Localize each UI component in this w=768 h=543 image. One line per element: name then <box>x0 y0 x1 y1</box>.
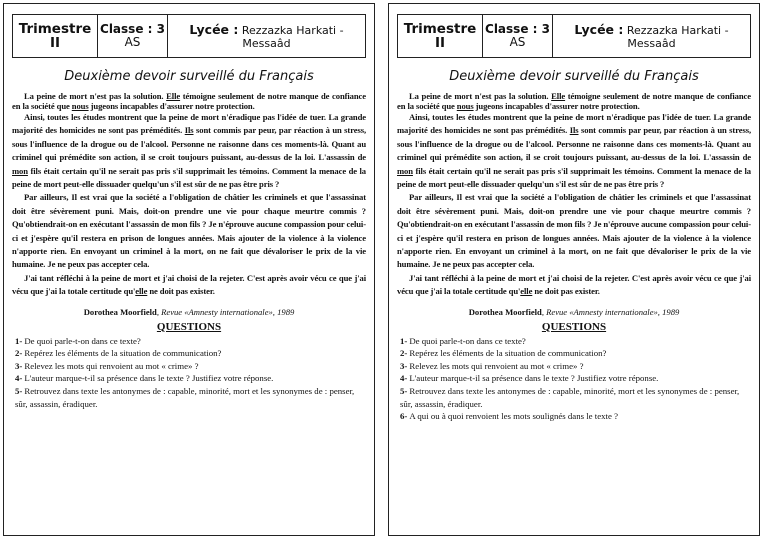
author-source: , Revue «Amnesty internationale», 1989 <box>156 306 295 317</box>
trimestre-cell: Trimestre II <box>403 21 477 51</box>
page-title: Deuxième devoir surveillé du Français <box>64 69 314 84</box>
classe-cell <box>97 15 167 57</box>
questions-list <box>397 335 751 423</box>
question-item: 4- L'auteur marque-t-il sa présence dans le texte ? Justifiez votre réponse. <box>400 373 659 384</box>
lycee-cell <box>552 15 750 57</box>
header-table <box>397 14 751 58</box>
underlined-nous: nous <box>456 101 474 111</box>
questions-title: QUESTIONS <box>541 320 607 333</box>
paragraph-1: La peine de mort n'est pas la solution. Elle témoigne seulement de notre manque de confiance en la société que nous jugeons incapables d'assurer notre protection. <box>397 91 751 111</box>
lycee-cell <box>167 15 365 57</box>
questions-list <box>12 335 366 411</box>
exam-page-right <box>388 3 760 536</box>
trimestre-cell: Trimestre II <box>18 21 92 51</box>
underlined-ils: Ils <box>184 125 194 136</box>
classe-level: AS <box>124 35 141 49</box>
author-line <box>12 307 366 317</box>
author-line <box>397 307 751 317</box>
lycee-label: Lycée : <box>189 21 239 37</box>
paragraph-4: J'ai tant réfléchi à la peine de mort et j'ai choisi de la rejeter. C'est après avoir vécu ce que j'ai vécu que j'ai la totale certitude qu'elle ne doit pas exister. <box>397 272 751 297</box>
author-name: Dorothea Moorfield <box>468 306 542 317</box>
classe-label: Classe : 3 <box>100 22 165 36</box>
exam-page-left <box>3 3 375 536</box>
underlined-mon: mon <box>12 165 28 176</box>
lycee-label: Lycée : <box>574 21 624 37</box>
lycee-name: Rezzazka Harkati - Messaâd <box>626 23 729 50</box>
classe-cell <box>482 15 552 57</box>
paragraph-2: Ainsi, toutes les études montrent que la peine de mort n'éradique pas l'idée de tuer. La grande majorité des homicides ne sont pas prémédités. Ils sont commis par peur, par réaction à un stress, sous l'influence de la drogue ou de l'alcool. Personne ne raisonne dans ces moments-là. Quant au criminel qui prémédite son action, il se croit toujours puissant, au-dessus de la loi. L'assassin de mon fils était certain qu'il ne serait pas pris s'il supprimait les témoins. Comment la menace de la peine de mort peut-elle dissuader quelqu'un s'il est sûr de ne pas être pris ? <box>397 112 752 190</box>
question-item: 5- Retrouvez dans texte les antonymes de : capable, minorité, mort et les synonymes de : penser, sûr, assassin, éradiquer. <box>400 386 740 409</box>
lycee-name: Rezzazka Harkati - Messaâd <box>241 23 344 50</box>
question-item: 6- A qui ou à quoi renvoient les mots soulignés dans le texte ? <box>400 411 618 422</box>
classe-label: Classe : 3 <box>485 22 550 36</box>
paragraph-1: La peine de mort n'est pas la solution. Elle témoigne seulement de notre manque de confiance en la société que nous jugeons incapables d'assurer notre protection. <box>12 91 366 111</box>
paragraph-2: Ainsi, toutes les études montrent que la peine de mort n'éradique pas l'idée de tuer. La grande majorité des homicides ne sont pas prémédités. Ils sont commis par peur, par réaction à un stress, sous l'influence de la drogue ou de l'alcool. Personne ne raisonne dans ces moments-là. Quant au criminel qui prémédite son action, il se croit toujours puissant, au-dessus de la loi. L'assassin de mon fils était certain qu'il ne serait pas pris s'il supprimait les témoins. Comment la menace de la peine de mort peut-elle dissuader quelqu'un s'il est sûr de ne pas être pris ? <box>12 112 367 190</box>
underlined-ils: Ils <box>569 125 579 136</box>
underlined-elle: Elle <box>166 91 181 101</box>
header-table <box>12 14 366 58</box>
question-item: 1- De quoi parle-t-on dans ce texte? <box>15 335 141 346</box>
question-item: 4- L'auteur marque-t-il sa présence dans le texte ? Justifiez votre réponse. <box>15 373 274 384</box>
question-item: 3- Relevez les mots qui renvoient au mot « crime» ? <box>15 360 199 371</box>
question-item: 2- Repérez les éléments de la situation de communication? <box>400 348 607 359</box>
underlined-elle: Elle <box>551 91 566 101</box>
question-item: 1- De quoi parle-t-on dans ce texte? <box>400 335 526 346</box>
paragraph-3: Par ailleurs, Il est vrai que la société a l'obligation de châtier les criminels et que l'assassinat doit être sévèrement puni. Mais, doit-on prendre une vie pour chaque meurtre commis ? Qu'obtiendrait-on en exécutant l'assassin de mon fils ? Je n'éprouve aucune compassion pour celui-ci et j'espère qu'il restera en prison de longues années. Mais ajouter de la violence à la violence n'apporte rien. En envoyant un criminel à la mort, on ne fait que dévaloriser le prix de la vie humaine. Je ne peux pas accepter cela. <box>12 192 366 270</box>
underlined-elle-2: elle <box>135 286 148 297</box>
questions-title: QUESTIONS <box>156 320 222 333</box>
author-name: Dorothea Moorfield <box>83 306 157 317</box>
page-title: Deuxième devoir surveillé du Français <box>449 69 699 84</box>
question-item: 5- Retrouvez dans texte les antonymes de : capable, minorité, mort et les synonymes de : penser, sûr, assassin, éradiquer. <box>15 386 355 409</box>
question-item: 2- Repérez les éléments de la situation de communication? <box>15 348 222 359</box>
question-item: 3- Relevez les mots qui renvoient au mot « crime» ? <box>400 360 584 371</box>
classe-level: AS <box>509 35 526 49</box>
underlined-nous: nous <box>71 101 89 111</box>
paragraph-3: Par ailleurs, Il est vrai que la société a l'obligation de châtier les criminels et que l'assassinat doit être sévèrement puni. Mais, doit-on prendre une vie pour chaque meurtre commis ? Qu'obtiendrait-on en exécutant l'assassin de mon fils ? Je n'éprouve aucune compassion pour celui-ci et j'espère qu'il restera en prison de longues années. Mais ajouter de la violence à la violence n'apporte rien. En envoyant un criminel à la mort, on ne fait que dévaloriser le prix de la vie humaine. Je ne peux pas accepter cela. <box>397 192 751 270</box>
paragraph-4: J'ai tant réfléchi à la peine de mort et j'ai choisi de la rejeter. C'est après avoir vécu ce que j'ai vécu que j'ai la totale certitude qu'elle ne doit pas exister. <box>12 272 366 297</box>
author-source: , Revue «Amnesty internationale», 1989 <box>541 306 680 317</box>
underlined-elle-2: elle <box>520 286 533 297</box>
underlined-mon: mon <box>397 165 413 176</box>
